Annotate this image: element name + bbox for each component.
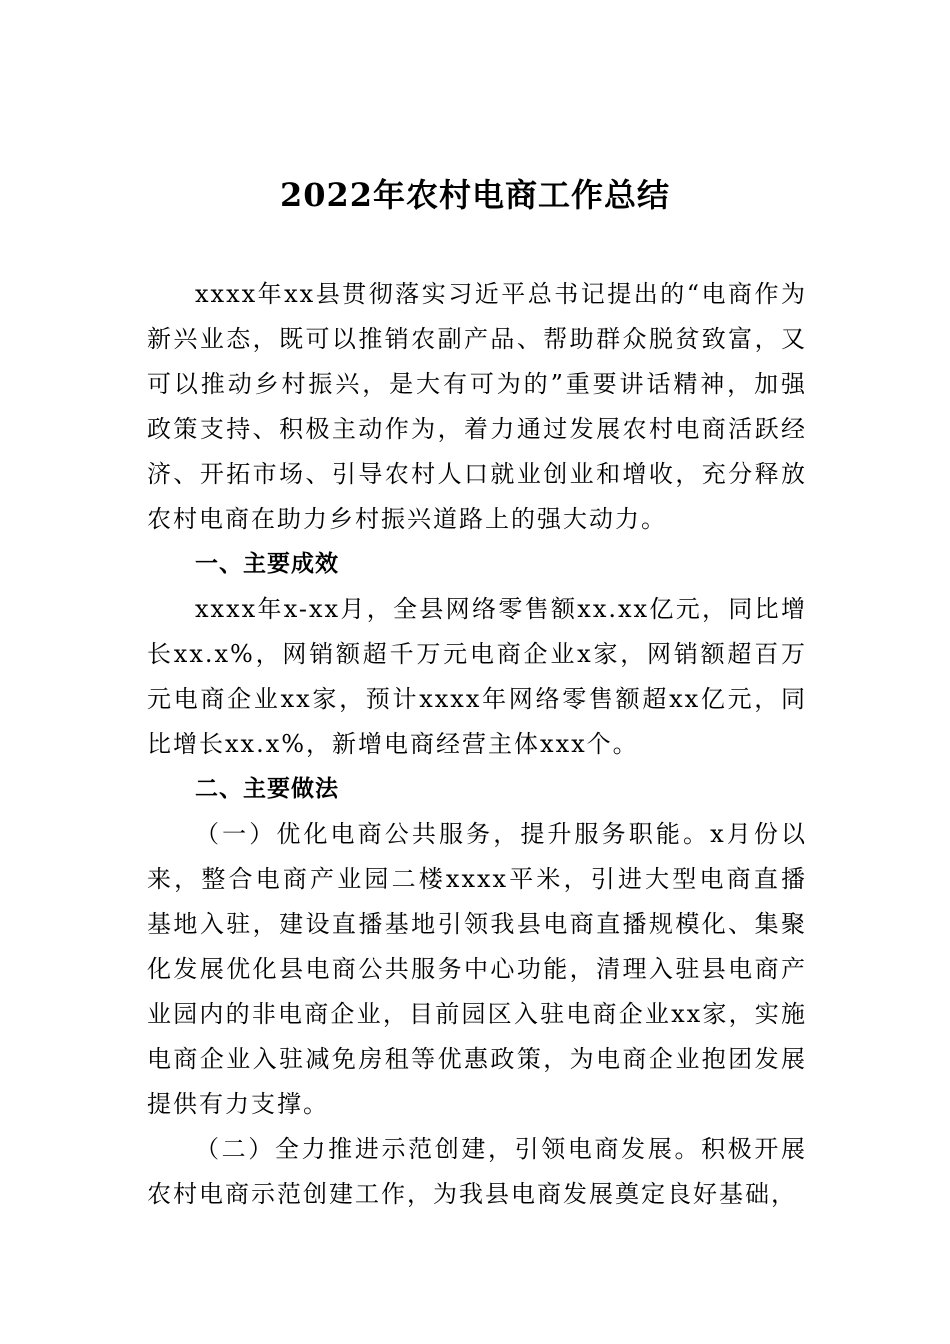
document-body bbox=[147, 272, 807, 1217]
results-paragraph: xxxx年x-xx月，全县网络零售额xx.xx亿元，同比增长xx.x%，网销额超千万元电商企业x家，网销额超百万元电商企业xx家，预计xxxx年网络零售额超xx亿元，同比增长xx.x%，新增电商经营主体xxx个。 bbox=[147, 595, 807, 758]
section-heading-practices: 二、主要做法 bbox=[195, 776, 339, 802]
document-title: 2022年农村电商工作总结 bbox=[279, 176, 671, 214]
practice-item-2: （二）全力推进示范创建，引领电商发展。积极开展农村电商示范创建工作，为我县电商发展奠定良好基础， bbox=[147, 1135, 807, 1208]
intro-paragraph: xxxx年xx县贯彻落实习近平总书记提出的“电商作为新兴业态，既可以推销农副产品、帮助群众脱贫致富，又可以推动乡村振兴，是大有可为的”重要讲话精神，加强政策支持、积极主动作为，着力通过发展农村电商活跃经济、开拓市场、引导农村人口就业创业和增收，充分释放农村电商在助力乡村振兴道路上的强大动力。 bbox=[147, 280, 807, 533]
section-heading-results: 一、主要成效 bbox=[195, 551, 339, 577]
practice-item-1: （一）优化电商公共服务，提升服务职能。x月份以来，整合电商产业园二楼xxxx平米，引进大型电商直播基地入驻，建设直播基地引领我县电商直播规模化、集聚化发展优化县电商公共服务中心功能，清理入驻县电商产业园内的非电商企业，目前园区入驻电商企业xx家，实施电商企业入驻减免房租等优惠政策，为电商企业抱团发展提供有力支撑。 bbox=[147, 820, 807, 1118]
